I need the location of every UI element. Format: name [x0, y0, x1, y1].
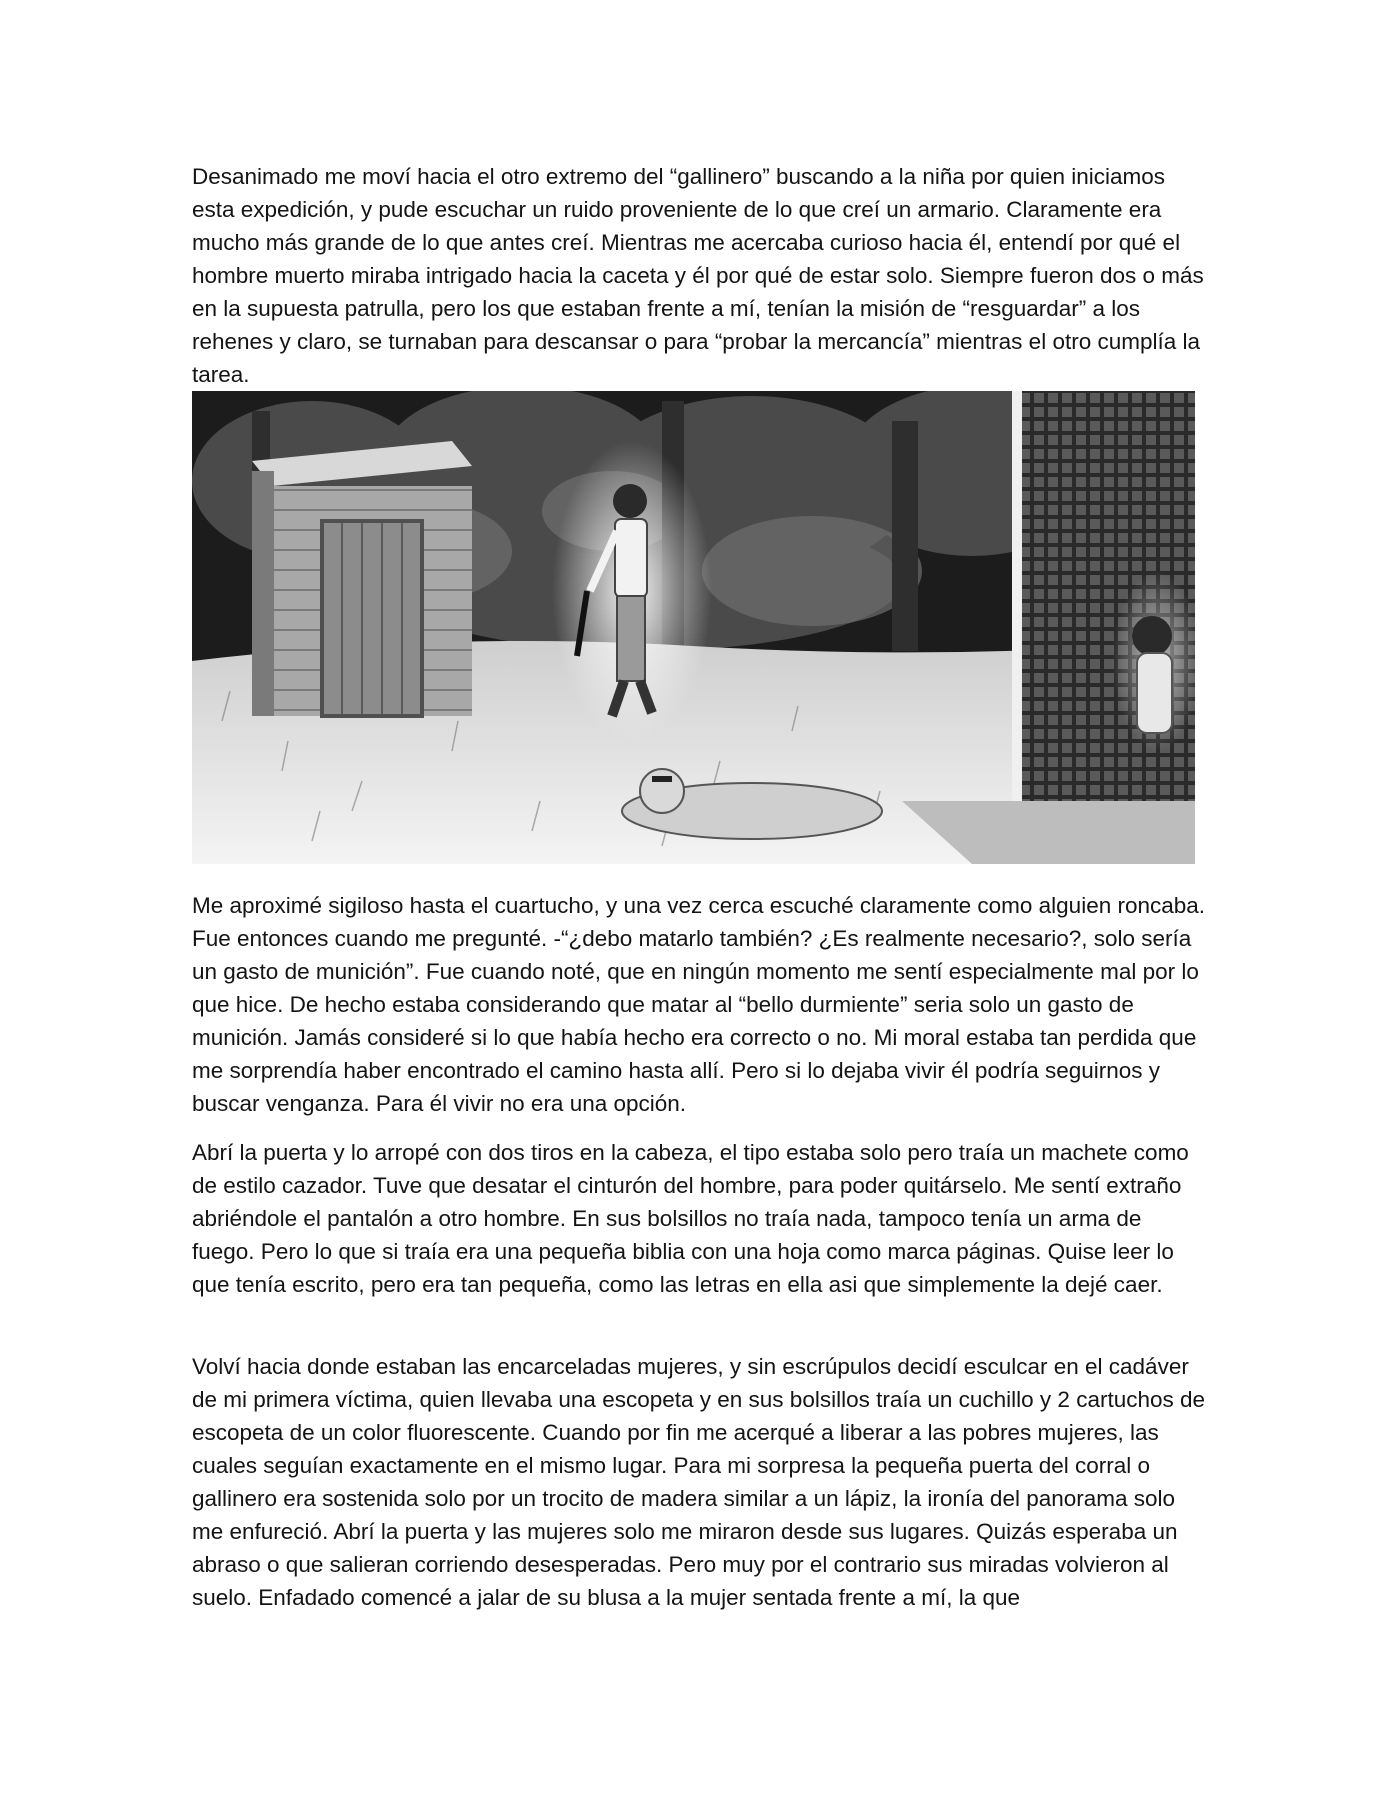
paragraph-3: Abrí la puerta y lo arropé con dos tiros en la cabeza, el tipo estaba solo pero traía un machete como de estilo cazador. Tuve que desatar el cinturón del hombre, para poder quitárselo. Me sentí extraño abriéndole el pantalón a otro hombre. En sus bolsillos no traía nada, tampoco tenía un arma de fuego. Pero lo que si traía era una pequeña biblia con una hoja como marca páginas. Quise leer lo que tenía escrito, pero era tan pequeña, como las letras en ella asi que simplemente la dejé caer.: [192, 1140, 1189, 1297]
paragraph-2: Me aproximé sigiloso hasta el cuartucho, y una vez cerca escuché claramente como alguien roncaba. Fue entonces cuando me pregunté. -“¿debo matarlo también? ¿Es realmente necesario?, solo sería un gasto de munición”. Fue cuando noté, que en ningún momento me sentí especialmente mal por lo que hice. De hecho estaba considerando que matar al “bello durmiente” seria solo un gasto de munición. Jamás consideré si lo que había hecho era correcto o no. Mi moral estaba tan perdida que me sorprendía haber encontrado el camino hasta allí. Pero si lo dejaba vivir él podría seguirnos y buscar venganza. Para él vivir no era una opción.: [192, 893, 1206, 1116]
paragraph-4: Volví hacia donde estaban las encarceladas mujeres, y sin escrúpulos decidí esculcar en el cadáver de mi primera víctima, quien llevaba una escopeta y en sus bolsillos traía un cuchillo y 2 cartuchos de escopeta de un color fluorescente. Cuando por fin me acerqué a liberar a las pobres mujeres, las cuales seguían exactamente en el mismo lugar. Para mi sorpresa la pequeña puerta del corral o gallinero era sostenida solo por un trocito de madera similar a un lápiz, la ironía del panorama solo me enfureció. Abrí la puerta y las mujeres solo me miraron desde sus lugares. Quizás esperaba un abraso o que salieran corriendo desesperadas. Pero muy por el contrario sus miradas volvieron al suelo. Enfadado comencé a jalar de su blusa a la mujer sentada frente a mí, la que: [192, 1354, 1206, 1610]
paragraph-1: Desanimado me moví hacia el otro extremo del “gallinero” buscando a la niña por quien iniciamos esta expedición, y pude escuchar un ruido proveniente de lo que creí un armario. Claramente era mucho más grande de lo que antes creí. Mientras me acercaba curioso hacia él, entendí por qué el hombre muerto miraba intrigado hacia la caceta y él por qué de estar solo. Siempre fueron dos o más en la supuesta patrulla, pero los que estaban frente a mí, tenían la misión de “resguardar” a los rehenes y claro, se turnaban para descansar o para “probar la mercancía” mientras el otro cumplía la tarea.: [192, 164, 1204, 387]
manga-illustration: [192, 391, 1195, 864]
manga-illustration-icon: [192, 391, 1195, 864]
